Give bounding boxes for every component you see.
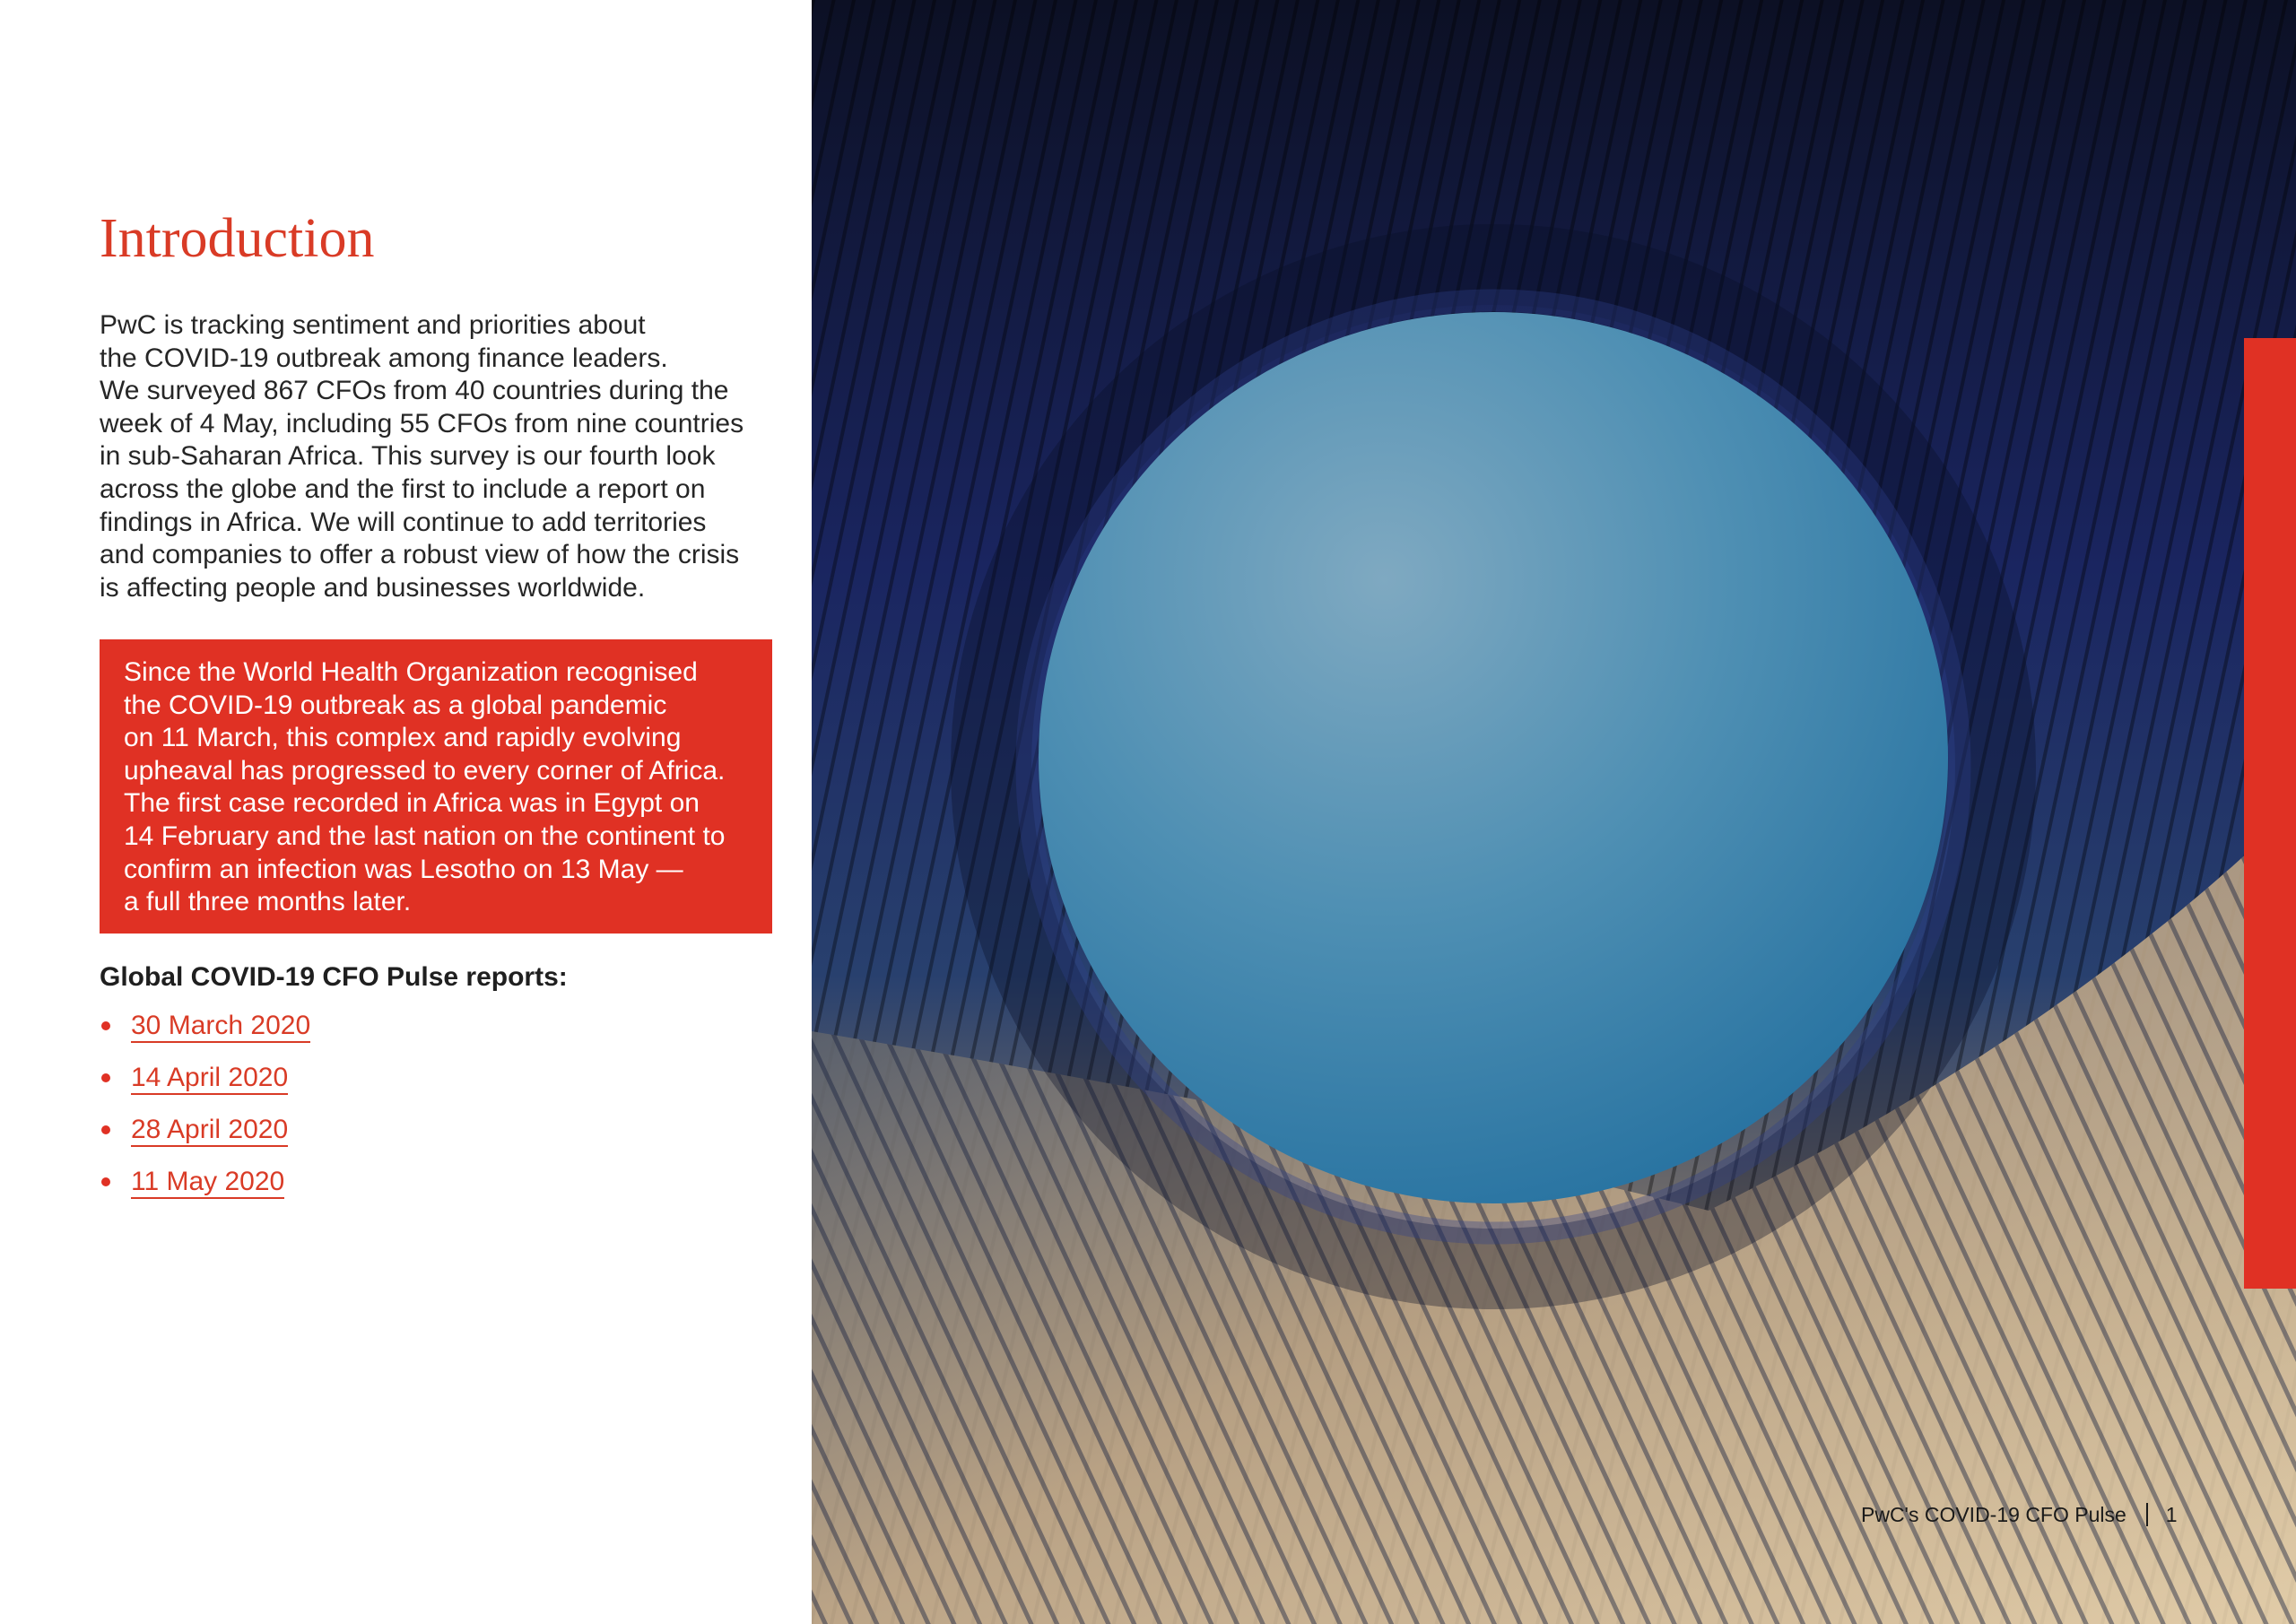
callout-line: the COVID-19 outbreak as a global pandemic bbox=[124, 690, 667, 720]
report-link-30-march-2020[interactable]: 30 March 2020 bbox=[131, 1011, 310, 1043]
callout-text bbox=[124, 656, 772, 919]
bullet-icon bbox=[101, 1125, 110, 1134]
bullet-icon bbox=[101, 1177, 110, 1186]
left-text-panel bbox=[0, 0, 812, 1624]
architecture-photo bbox=[812, 0, 2296, 1624]
intro-line: in sub-Saharan Africa. This survey is our fourth look bbox=[100, 441, 716, 472]
intro-line: the COVID-19 outbreak among finance leaders. bbox=[100, 343, 668, 373]
callout-line: The first case recorded in Africa was in Egypt on bbox=[124, 788, 700, 819]
callout-line: 14 February and the last nation on the continent to bbox=[124, 821, 726, 851]
footer-publication-name: PwC's COVID-19 CFO Pulse bbox=[1861, 1503, 2126, 1526]
callout-line: a full three months later. bbox=[124, 887, 412, 917]
report-list-item bbox=[100, 1162, 310, 1214]
page-number: 1 bbox=[2165, 1503, 2178, 1526]
bullet-icon bbox=[101, 1073, 110, 1082]
footer-divider bbox=[2146, 1503, 2148, 1526]
intro-line: findings in Africa. We will continue to add territories bbox=[100, 507, 707, 537]
intro-line: We surveyed 867 CFOs from 40 countries during the bbox=[100, 376, 729, 406]
report-link-14-april-2020[interactable]: 14 April 2020 bbox=[131, 1063, 288, 1095]
intro-line: PwC is tracking sentiment and priorities about bbox=[100, 310, 646, 340]
page-title: Introduction bbox=[100, 208, 375, 269]
report-list-item bbox=[100, 1006, 310, 1058]
pandemic-callout-box bbox=[100, 639, 772, 934]
report-link-28-april-2020[interactable]: 28 April 2020 bbox=[131, 1115, 288, 1147]
architecture-photo-graphic bbox=[812, 0, 2296, 1624]
intro-line: week of 4 May, including 55 CFOs from nine countries bbox=[100, 408, 744, 439]
report-list-item bbox=[100, 1058, 310, 1110]
page-footer bbox=[1861, 1501, 2178, 1528]
callout-line: on 11 March, this complex and rapidly evolving bbox=[124, 723, 682, 753]
intro-line: is affecting people and businesses worldwide. bbox=[100, 572, 646, 603]
intro-line: across the globe and the first to include a report on bbox=[100, 473, 706, 504]
callout-line: confirm an infection was Lesotho on 13 May — bbox=[124, 854, 683, 884]
reports-list bbox=[100, 1006, 310, 1214]
bullet-icon bbox=[101, 1021, 110, 1030]
reports-heading: Global COVID-19 CFO Pulse reports: bbox=[100, 962, 568, 992]
callout-line: Since the World Health Organization recognised bbox=[124, 657, 698, 687]
report-list-item bbox=[100, 1110, 310, 1162]
report-link-11-may-2020[interactable]: 11 May 2020 bbox=[131, 1167, 284, 1199]
red-accent-bar bbox=[2244, 338, 2296, 1289]
callout-line: upheaval has progressed to every corner of Africa. bbox=[124, 755, 726, 786]
intro-paragraph bbox=[100, 309, 781, 604]
intro-line: and companies to offer a robust view of how the crisis bbox=[100, 540, 740, 570]
